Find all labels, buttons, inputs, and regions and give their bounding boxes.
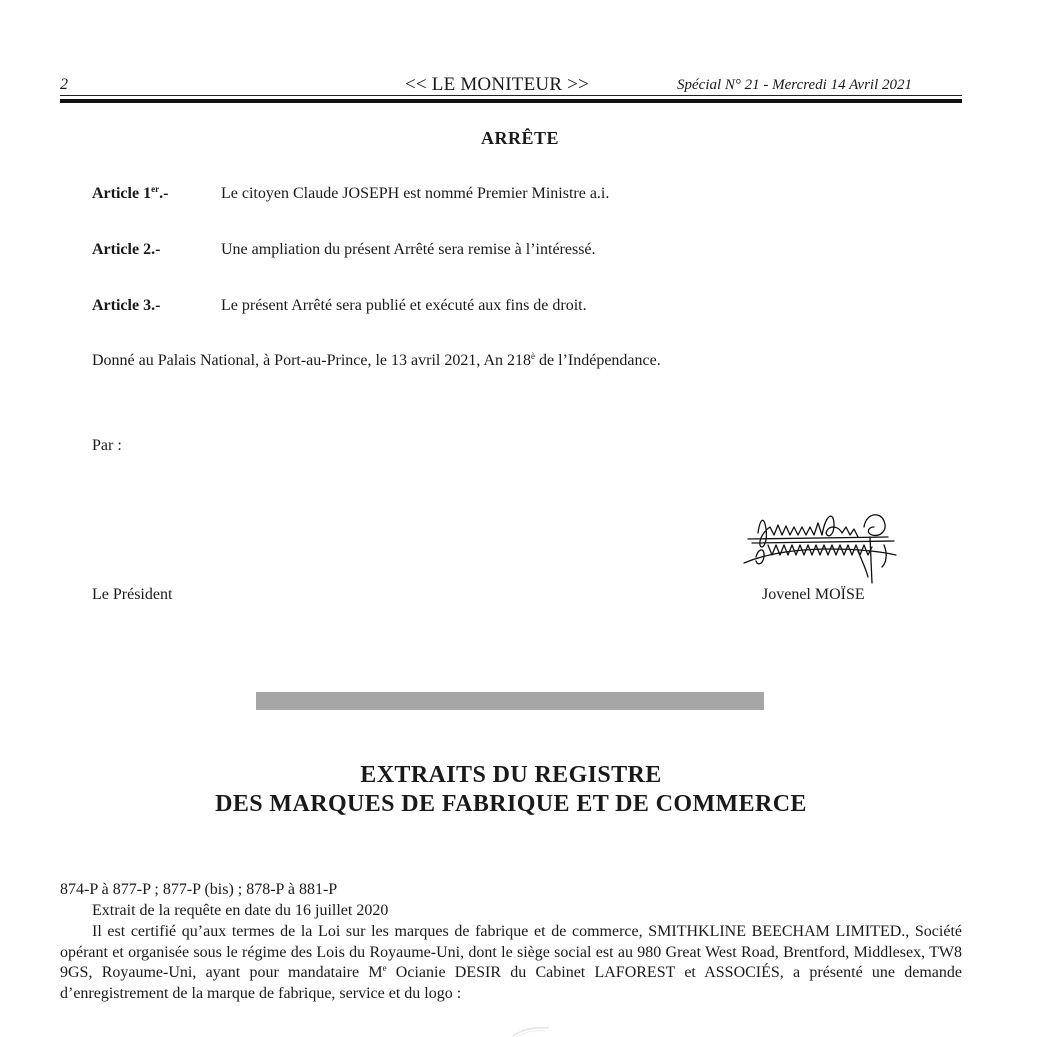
issue-info: Spécial N° 21 - Mercredi 14 Avril 2021 — [677, 77, 912, 93]
logo-fragment-decoration — [505, 1025, 555, 1037]
handwritten-signature — [738, 505, 898, 585]
section-divider-bar — [256, 692, 764, 710]
par-label: Par : — [92, 437, 122, 454]
article-1-text: Le citoyen Claude JOSEPH est nommé Premier Ministre a.i. — [221, 185, 610, 202]
page-number: 2 — [60, 76, 68, 93]
article-3-label: Article 3.- — [92, 297, 161, 314]
article-2-text: Une ampliation du présent Arrêté sera remise à l’intéressé. — [221, 241, 596, 258]
publication-title: << LE MONITEUR >> — [405, 74, 589, 95]
registry-extract-date: Extrait de la requête en date du 16 juillet 2020 — [92, 902, 389, 919]
registry-title-line-1: EXTRAITS DU REGISTRE — [360, 762, 662, 788]
registry-reference: 874-P à 877-P ; 877-P (bis) ; 878-P à 881-P — [60, 881, 338, 898]
article-3-text: Le présent Arrêté sera publié et exécuté aux fins de droit. — [221, 297, 587, 314]
president-name: Jovenel MOÏSE — [762, 586, 865, 603]
header-rule-thick — [60, 99, 962, 103]
section-title: ARRÊTE — [480, 128, 559, 148]
article-2-label: Article 2.- — [92, 241, 161, 258]
registry-body-paragraph: Il est certifié qu’aux termes de la Loi sur les marques de fabrique et de commerce, SMITHKLINE BEECHAM LIMITED., Société opérant et organisée sous le régime des Lois du Royaume-Uni, dont le siège social est au 980 Great West Road, Brentford, Middlesex, TW8 9GS, Royaume-Uni, ayant pour mandataire Me Ocianie DESIR du Cabinet LAFOREST et ASSOCIÉS, a présenté une demande d’enregistrement de la marque de fabrique, service et du logo : — [60, 923, 963, 1002]
registry-title-line-2: DES MARQUES DE FABRIQUE ET DE COMMERCE — [215, 791, 807, 817]
given-at-paragraph: Donné au Palais National, à Port-au-Prince, le 13 avril 2021, An $218^è$ de l’Indépendance. — [92, 351, 661, 369]
article-1-label: Article 1er.- — [92, 184, 169, 202]
header-rule-thin — [60, 95, 962, 96]
president-title: Le Président — [92, 586, 173, 603]
